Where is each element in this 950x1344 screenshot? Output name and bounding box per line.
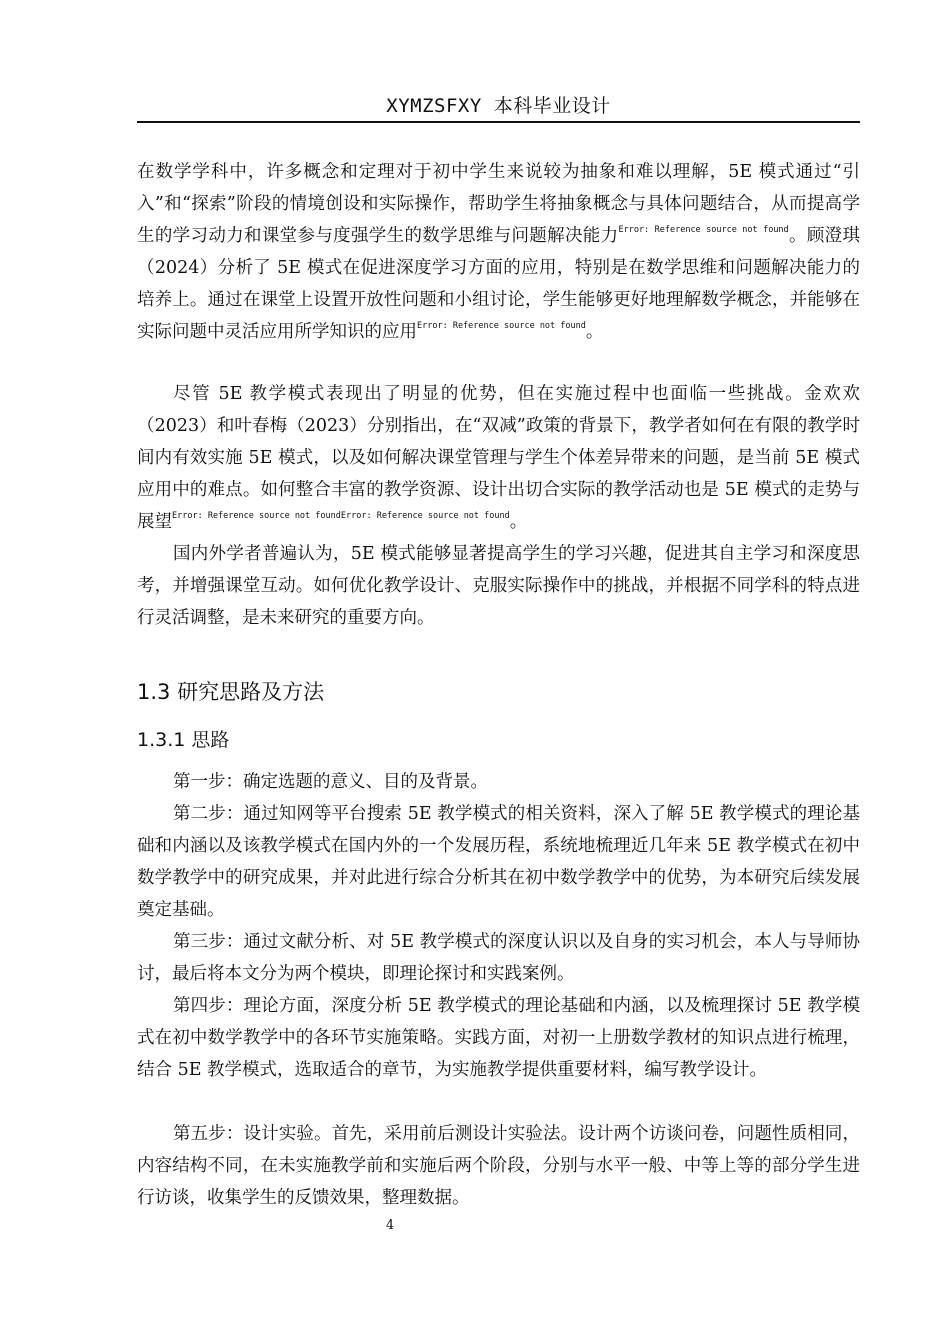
paragraph-1 — [137, 156, 860, 348]
page-number: 4 — [385, 1218, 395, 1233]
step-5: 第五步：设计实验。首先，采用前后测设计实验法。设计两个访谈问卷，问题性质相同，内容结构不同，在未实施教学前和实施后两个阶段，分别与水平一般、中等上等的部分学生进行访谈，收集学生的反馈效果，整理数据。 — [137, 1124, 860, 1208]
step-3: 第三步：通过文献分析、对 5E 教学模式的深度认识以及自身的实习机会，本人与导师协讨，最后将本文分为两个模块，即理论探讨和实践案例。 — [137, 932, 860, 984]
section-heading-1-3: 1.3 研究思路及方法 — [137, 680, 325, 704]
citation-error-2: Error: Reference source not found — [417, 321, 586, 331]
paragraph-2-end: 。 — [509, 512, 528, 532]
step-2: 第二步：通过知网等平台搜索 5E 教学模式的相关资料，深入了解 5E 教学模式的理论基础和内涵以及该教学模式在国内外的一个发展历程，系统地梳理近几年来 5E 教学模式在初中数学教学中的研究成果，并对此进行综合分析其在初中数学教学中的优势，为本研究后续发展奠定基础。 — [137, 804, 860, 920]
page-header-title: XYMZSFXY 本科毕业设计 — [386, 95, 611, 117]
paragraph-1-end: 。 — [585, 322, 604, 342]
citation-error-3: Error: Reference source not foundError: Reference source not found — [172, 511, 510, 521]
paragraph-2-text: 尽管 5E 教学模式表现出了明显的优势，但在实施过程中也面临一些挑战。金欢欢（2023）和叶春梅（2023）分别指出，在“双减”政策的背景下，教学者如何在有限的教学时间内有效实施 5E 模式，以及如何解决课堂管理与学生个体差异带来的问题，是当前 5E 模式应用中的难点。如何整合丰富的教学资源、设计出切合实际的教学活动也是 5E 模式的走势与展望 — [137, 384, 860, 532]
paragraph-1-text-2: 。顾澄琪（2024）分析了 5E 模式在促进深度学习方面的应用，特别是在数学思维和问题解决能力的培养上。通过在课堂上设置开放性问题和小组讨论，学生能够更好地理解数学概念，并能够在实际问题中灵活应用所学知识的应用 — [137, 226, 860, 342]
subsection-heading-1-3-1: 1.3.1 思路 — [137, 729, 230, 751]
step-4: 第四步：理论方面，深度分析 5E 教学模式的理论基础和内涵，以及梳理探讨 5E 教学模式在初中数学教学中的各环节实施策略。实践方面，对初一上册数学教材的知识点进行梳理，结合 5E 教学模式，选取适合的章节，为实施教学提供重要材料，编写教学设计。 — [137, 996, 860, 1080]
paragraph-1-text: 在数学学科中，许多概念和定理对于初中学生来说较为抽象和难以理解，5E 模式通过“引入”和“探索”阶段的情境创设和实际操作，帮助学生将抽象概念与具体问题结合，从而提高学生的学习动力和课堂参与度强学生的数学思维与问题解决能力 — [137, 162, 860, 246]
paragraph-3: 国内外学者普遍认为，5E 模式能够显著提高学生的学习兴趣，促进其自主学习和深度思考，并增强课堂互动。如何优化教学设计、克服实际操作中的挑战，并根据不同学科的特点进行灵活调整，是未来研究的重要方向。 — [137, 544, 860, 628]
header-divider — [137, 121, 860, 123]
citation-error-1: Error: Reference source not found — [618, 225, 789, 235]
paragraph-2 — [137, 378, 860, 538]
step-1: 第一步：确定选题的意义、目的及背景。 — [173, 772, 488, 792]
